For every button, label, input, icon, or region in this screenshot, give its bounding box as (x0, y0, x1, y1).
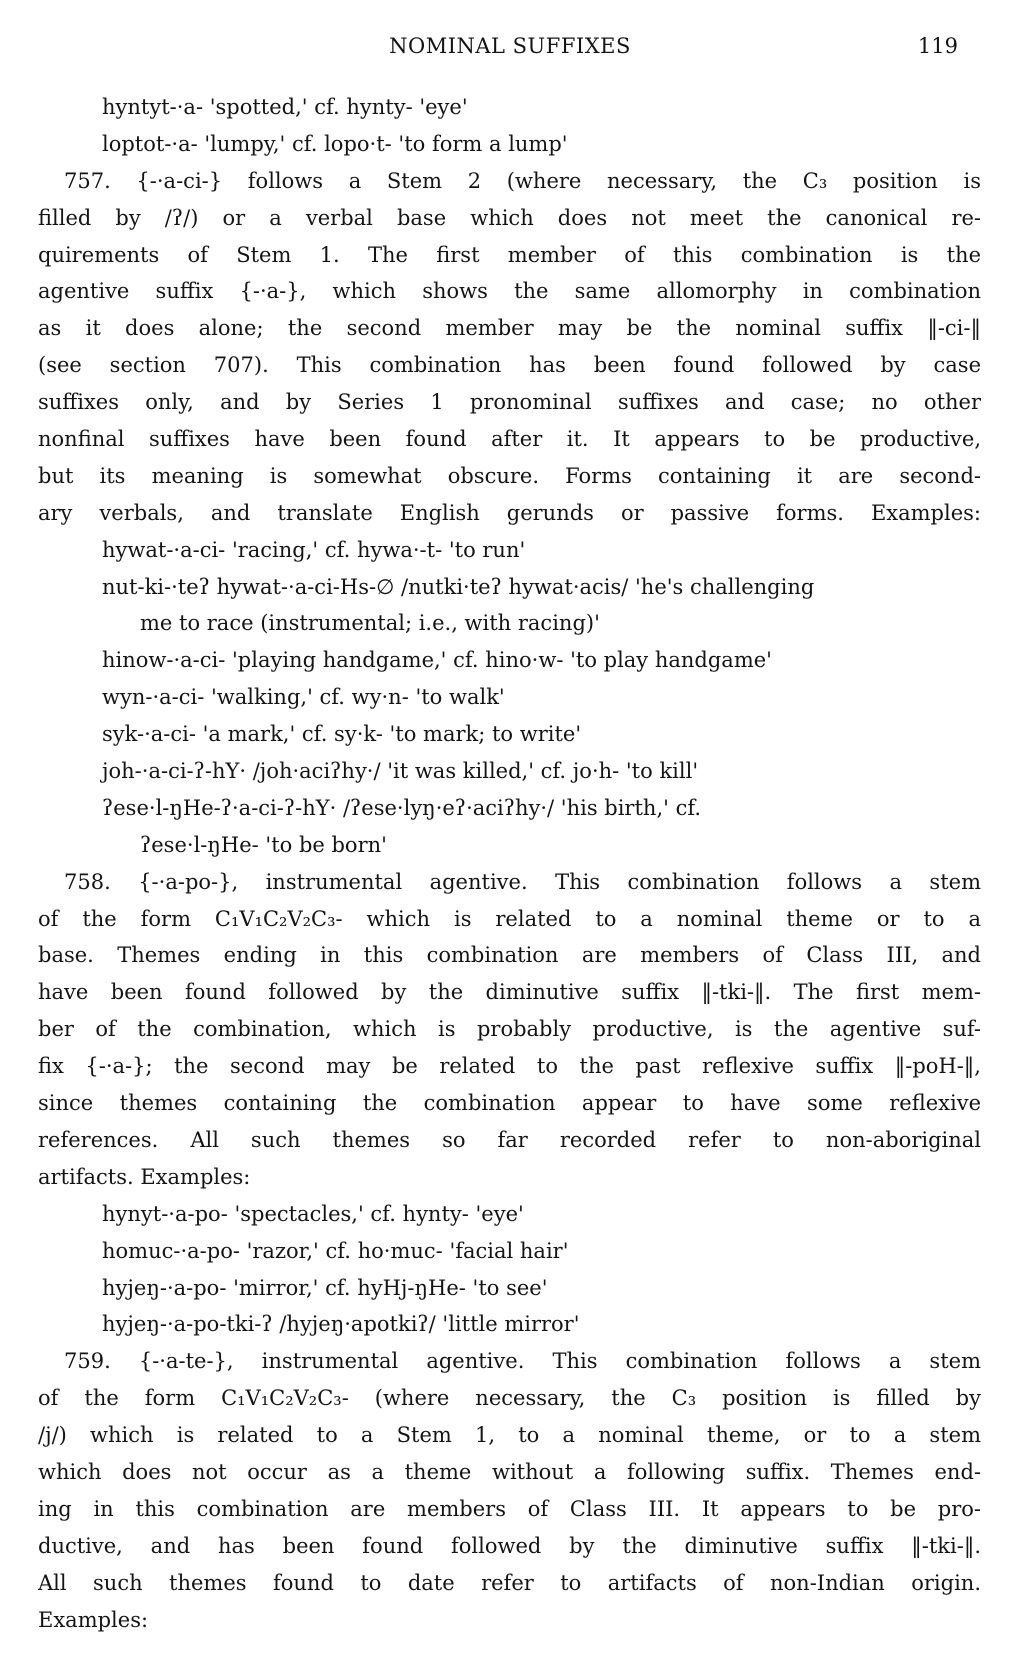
paragraph-line: Examples: (38, 1607, 149, 1632)
paragraph-line: (see section 707). This combination has been found followed by case (38, 353, 981, 378)
example-line: wyn-·a-ci- 'walking,' cf. wy·n- 'to walk' (102, 685, 505, 710)
paragraph-line: quirements of Stem 1. The first member of this combination is the (38, 242, 981, 267)
paragraph-line: references. All such themes so far recorded refer to non-aboriginal (38, 1127, 981, 1152)
paragraph-line: 758. {-·a-po-}, instrumental agentive. This combination follows a stem (64, 869, 981, 894)
example-line: hywat-·a-ci- 'racing,' cf. hywa·-t- 'to run' (102, 537, 526, 562)
paragraph-line: 759. {-·a-te-}, instrumental agentive. This combination follows a stem (64, 1349, 981, 1374)
example-line: ʔese·l-ŋHe-ʔ·a-ci-ʔ-hY· /ʔese·lyŋ·eʔ·aciʔhy·/ 'his birth,' cf. (102, 795, 702, 820)
example-line: nut-ki-·teʔ hywat-·a-ci-Hs-∅ /nutki·teʔ hywat·acis/ 'he's challenging (102, 574, 815, 599)
example-line: joh-·a-ci-ʔ-hY· /joh·aciʔhy·/ 'it was killed,' cf. jo·h- 'to kill' (102, 759, 699, 784)
example-line: me to race (instrumental; i.e., with racing)' (140, 611, 600, 636)
page-body (38, 89, 981, 1638)
example-line: hinow-·a-ci- 'playing handgame,' cf. hino·w- 'to play handgame' (102, 648, 772, 673)
example-line: loptot-·a- 'lumpy,' cf. lopo·t- 'to form a lump' (102, 131, 568, 156)
paragraph-line: suffixes only, and by Series 1 pronominal suffixes and case; no other (38, 390, 981, 415)
paragraph-line: of the form C₁V₁C₂V₂C₃- which is related to a nominal theme or to a (38, 906, 981, 931)
paragraph-line: filled by /ʔ/) or a verbal base which does not meet the canonical re- (38, 205, 981, 230)
paragraph-line: have been found followed by the diminutive suffix ‖-tki-‖. The first mem- (38, 980, 981, 1005)
example-line: hyntyt-·a- 'spotted,' cf. hynty- 'eye' (102, 95, 468, 119)
paragraph-line: base. Themes ending in this combination are members of Class III, and (38, 943, 981, 968)
example-line: syk-·a-ci- 'a mark,' cf. sy·k- 'to mark; to write' (102, 722, 582, 747)
paragraph-line: artifacts. Examples: (38, 1164, 251, 1189)
paragraph-line: All such themes found to date refer to artifacts of non-Indian origin. (38, 1570, 981, 1595)
example-line: homuc-·a-po- 'razor,' cf. ho·muc- 'facial hair' (102, 1238, 569, 1263)
paragraph-line: /j/) which is related to a Stem 1, to a nominal theme, or to a stem (38, 1423, 981, 1448)
paragraph-line: nonfinal suffixes have been found after it. It appears to be productive, (38, 427, 981, 452)
paragraph-line: ber of the combination, which is probably productive, is the agentive suf- (38, 1017, 981, 1042)
example-line: hynyt-·a-po- 'spectacles,' cf. hynty- 'eye' (102, 1201, 524, 1226)
running-title: NOMINAL SUFFIXES (389, 34, 631, 58)
paragraph-line: ary verbals, and translate English gerunds or passive forms. Examples: (38, 500, 981, 525)
example-line: hyjeŋ-·a-po- 'mirror,' cf. hyHj-ŋHe- 'to see' (102, 1275, 548, 1300)
paragraph-line: fix {-·a-}; the second may be related to the past reflexive suffix ‖-poH-‖, (38, 1054, 981, 1079)
paragraph-line: as it does alone; the second member may be the nominal suffix ‖-ci-‖ (38, 316, 981, 341)
paragraph-line: ing in this combination are members of Class III. It appears to be pro- (38, 1496, 981, 1521)
paragraph-line: of the form C₁V₁C₂V₂C₃- (where necessary, the C₃ position is filled by (38, 1386, 981, 1411)
example-line: ʔese·l-ŋHe- 'to be born' (140, 832, 387, 857)
paragraph-line: since themes containing the combination appear to have some reflexive (38, 1091, 981, 1116)
paragraph-line: but its meaning is somewhat obscure. Forms containing it are second- (38, 463, 981, 488)
example-line: hyjeŋ-·a-po-tki-ʔ /hyjeŋ·apotkiʔ/ 'little mirror' (102, 1312, 580, 1337)
paragraph-line: ductive, and has been found followed by the diminutive suffix ‖-tki-‖. (38, 1533, 981, 1558)
paragraph-line: which does not occur as a theme without a following suffix. Themes end- (38, 1459, 981, 1484)
paragraph-line: 757. {-·a-ci-} follows a Stem 2 (where necessary, the C₃ position is (64, 168, 981, 193)
page-number: 119 (917, 34, 958, 58)
paragraph-line: agentive suffix {-·a-}, which shows the same allomorphy in combination (38, 279, 981, 304)
